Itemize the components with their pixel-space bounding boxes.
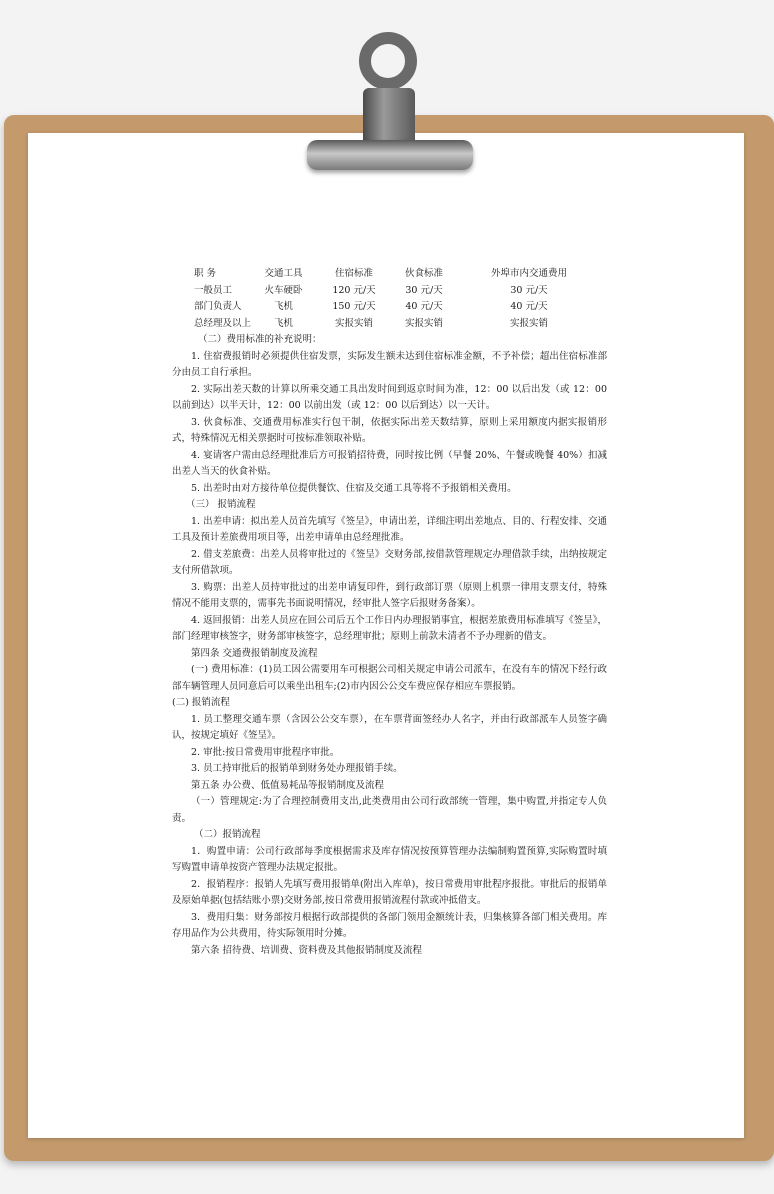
paragraph: 1. 住宿费报销时必须提供住宿发票，实际发生额未达到住宿标准金额，不予补偿；超出住宿标准部分由员工自行承担。	[172, 350, 607, 378]
paragraph: 2．报销程序：报销人先填写费用报销单(附出入库单)，按日常费用审批程序报批。审批后的报销单及原始单据(包括结账小票)交财务部,按日常费用报销流程付款或冲抵借支。	[172, 878, 607, 906]
table-cell: 实报实销	[509, 317, 548, 329]
paragraph: 3. 员工持审批后的报销单到财务处办理报销手续。	[191, 763, 403, 774]
clip-bar	[307, 140, 473, 170]
section-heading: (二) 报销流程	[172, 697, 230, 708]
paragraph: （一）管理规定:为了合理控制费用支出,此类费用由公司行政部统一管理，集中购置,并指定专人负责。	[172, 796, 607, 824]
paragraph: 2. 借支差旅费：出差人员将审批过的《签呈》交财务部,按借款管理规定办理借款手续，出纳按规定支付所借款项。	[172, 548, 607, 576]
table-header-cell: 职 务	[194, 268, 217, 279]
table-cell: 30 元/天	[510, 284, 548, 296]
section-heading: （三） 报销流程	[186, 499, 256, 510]
table-cell: 150 元/天	[332, 301, 376, 312]
table-cell: 120 元/天	[332, 284, 376, 296]
table-row	[172, 316, 607, 333]
paragraph: 2. 实际出差天数的计算以所乘交通工具出发时间到返京时间为准，12：00 以后出发（或 12：00 以前到达）以半天计，12：00 以前出发（或 12：00 以后到达）以一天计。	[172, 383, 607, 411]
table-cell: 40 元/天	[405, 301, 443, 312]
table-cell: 部门负责人	[194, 301, 242, 312]
section-heading: （二）费用标准的补充说明：	[198, 334, 322, 345]
table-cell: 一般员工	[194, 284, 233, 296]
paragraph: 3．费用归集：财务部按月根据行政部提供的各部门领用金额统计表，归集核算各部门相关费用。库存用品作为公共费用，待实际领用时分摊。	[172, 911, 607, 939]
table-cell: 30 元/天	[405, 284, 443, 296]
paragraph: 1. 出差申请：拟出差人员首先填写《签呈》，申请出差，详细注明出差地点、目的、行程安排、交通工具及预计差旅费用项目等，出差申请单由总经理批准。	[172, 515, 607, 543]
document-body	[172, 332, 607, 959]
table-cell: 总经理及以上	[194, 317, 252, 329]
paragraph: 2. 审批:按日常费用审批程序审批。	[191, 746, 340, 758]
table-cell: 实报实销	[334, 317, 373, 329]
section-heading: （二）报销流程	[194, 829, 261, 840]
section-heading: 第五条 办公费、低值易耗品等报销制度及流程	[191, 779, 385, 791]
section-heading: 第四条 交通费报销制度及流程	[191, 647, 318, 659]
paragraph: 3. 购票：出差人员持审批过的出差申请复印件，到行政部订票（原则上机票一律用支票支付，特殊情况不能用支票的，需事先书面说明情况，经审批人签字后报财务备案）。	[172, 581, 607, 609]
table-cell: 火车硬卧	[264, 284, 303, 296]
table-row	[172, 283, 607, 300]
paragraph: 4. 返回报销：出差人员应在回公司后五个工作日内办理报销事宜，根据差旅费用标准填写《签呈》，部门经理审核签字，财务部审核签字，总经理审批；原则上前款未清者不予办理新的借支。	[172, 614, 607, 642]
table-cell: 飞机	[273, 317, 293, 329]
document-content	[172, 266, 607, 959]
table-header-cell: 外埠市内交通费用	[490, 268, 567, 279]
paragraph: 4. 宴请客户需由总经理批准后方可报销招待费，同时按比例（早餐 20%、午餐或晚餐 40%）扣减出差人当天的伙食补贴。	[172, 449, 607, 477]
clip-ring	[359, 32, 417, 90]
table-cell: 飞机	[273, 301, 293, 312]
paragraph: (一) 费用标准：(1)员工因公需要用车可根据公司相关规定申请公司派车，在没有车的情况下经行政部车辆管理人员同意后可以乘坐出租车;(2)市内因公公交车费应保存相应车票报销。	[172, 664, 607, 692]
paragraph: 5. 出差时由对方接待单位提供餐饮、住宿及交通工具等将不予报销相关费用。	[191, 482, 517, 494]
paragraph: 1. 员工整理交通车票（含因公公交车票），在车票背面签经办人名字，并由行政部派车人员签字确认，按规定填好《签呈》。	[172, 713, 607, 741]
table-header-cell: 伙食标准	[404, 268, 443, 279]
table-header-row	[172, 266, 607, 283]
table-header-cell: 交通工具	[264, 268, 303, 279]
table-header-cell: 住宿标准	[334, 268, 373, 279]
table-row	[172, 299, 607, 316]
table-cell: 实报实销	[404, 317, 443, 329]
binder-clip	[305, 28, 475, 178]
paragraph: 1．购置申请：公司行政部每季度根据需求及库存情况按预算管理办法编制购置预算,实际购置时填写购置申请单按资产管理办法规定报批。	[172, 845, 607, 873]
paragraph: 3. 伙食标准、交通费用标准实行包干制，依据实际出差天数结算，原则上采用额度内据实报销形式，特殊情况无相关票据时可按标准领取补贴。	[172, 416, 607, 444]
table-cell: 40 元/天	[510, 301, 548, 312]
section-heading: 第六条 招待费、培训费、资料费及其他报销制度及流程	[191, 944, 423, 956]
